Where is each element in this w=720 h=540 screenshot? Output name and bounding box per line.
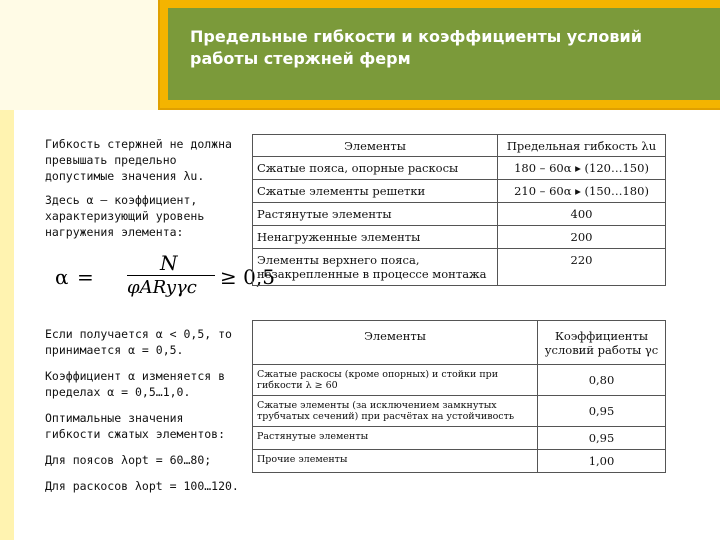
table-cell: 180 – 60α ▸ (120…150) (498, 157, 666, 180)
table-cell: 400 (498, 203, 666, 226)
table-cell: 0,95 (538, 427, 666, 450)
text-braces: Для раскосов λopt = 100…120. (45, 479, 239, 493)
table-row (253, 157, 666, 180)
table-row (253, 450, 666, 473)
table-cell: Сжатые элементы (за исключением замкнутых трубчатых сечений) при расчётах на устойчивость (253, 396, 538, 427)
table-row (253, 203, 666, 226)
table-cell: Элементы верхнего пояса, незакрепленные в процессе монтажа (253, 249, 498, 286)
slenderness-table (252, 134, 666, 286)
table-row (253, 365, 666, 396)
table-cell: 0,95 (538, 396, 666, 427)
table-cell: Растянутые элементы (253, 427, 538, 450)
page-title: Предельные гибкости и коэффициенты условий работы стержней ферм (190, 27, 642, 68)
table-header: Коэффициенты условий работы γc (538, 321, 666, 365)
table-row (253, 180, 666, 203)
text-alpha-def: Здесь α – коэффициент, характеризующий уровень нагружения элемента: (45, 193, 205, 239)
formula-rhs: ≥ 0,5 (220, 265, 275, 289)
table-header: Предельная гибкость λu (498, 135, 666, 157)
text-limit: Гибкость стержней не должна превышать предельно допустимые значения λu. (45, 137, 232, 183)
table-cell: 210 – 60α ▸ (150…180) (498, 180, 666, 203)
formula-lhs: α (55, 265, 69, 289)
table-row (253, 249, 666, 286)
table-header: Элементы (253, 321, 538, 365)
corner-panel (0, 0, 160, 110)
text-alpha-range: Коэффициент α изменяется в пределах α = 0,5…1,0. (45, 369, 226, 399)
text-chords: Для поясов λopt = 60…80; (45, 453, 212, 467)
work-coefficient-table (252, 320, 666, 473)
table-header-row (253, 321, 666, 365)
text-optimal: Оптимальные значения гибкости сжатых элементов: (45, 411, 226, 441)
table-row (253, 427, 666, 450)
table-row (253, 226, 666, 249)
table-cell: 1,00 (538, 450, 666, 473)
table-cell: Сжатые раскосы (кроме опорных) и стойки при гибкости λ ≥ 60 (253, 365, 538, 396)
formula-denominator: φARyγc (127, 277, 197, 298)
formula-numerator: N (160, 251, 178, 275)
table-header: Элементы (253, 135, 498, 157)
alpha-formula (55, 251, 275, 305)
fraction-line (127, 275, 215, 276)
table-row (253, 396, 666, 427)
formula-eq: = (77, 265, 94, 289)
table-cell: Прочие элементы (253, 450, 538, 473)
table-cell: Ненагруженные элементы (253, 226, 498, 249)
table-cell: Сжатые элементы решетки (253, 180, 498, 203)
table-cell: Сжатые пояса, опорные раскосы (253, 157, 498, 180)
text-alpha-min: Если получается α < 0,5, то принимается α = 0,5. (45, 327, 232, 357)
table-cell: 220 (498, 249, 666, 286)
table-cell: Растянутые элементы (253, 203, 498, 226)
table-header-row (253, 135, 666, 157)
table-cell: 0,80 (538, 365, 666, 396)
table-cell: 200 (498, 226, 666, 249)
